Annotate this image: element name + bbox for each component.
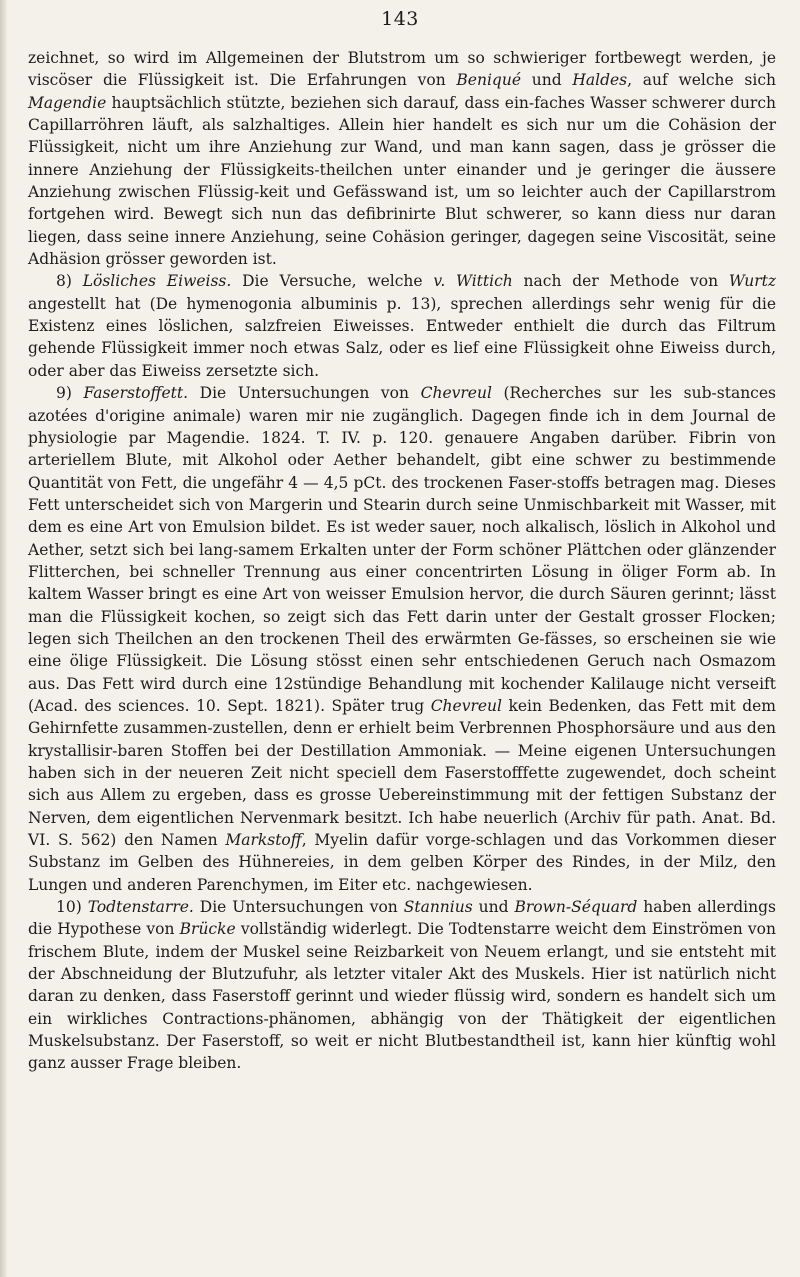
author-name: Haldes [572,71,628,90]
text-run: Die Untersuchungen von [193,898,404,917]
text-run: Die Untersuchungen von [188,384,421,403]
section-number: 10) [56,898,88,917]
section-number: 9) [56,384,84,403]
text-run: (Recherches sur les sub-stances azotées d'origine animale) waren mir nie zugänglich. Dagegen finde ich in dem Journal de physiologie par Magendie. 1824. T. IV. p. 120. genauere Angaben darüber. Fibrin von arteriellem Blute, mit Alkohol oder Aether behandelt, gibt eine schwer zu bestimmende Quantität von Fett, die ungefähr 4 — 4,5 pCt. des trockenen Faser-stoffs betragen mag. Dieses Fett unterscheidet sich von Margerin und Stearin durch seine Unmischbarkeit mit Wasser, mit dem es eine Art von Emulsion bildet. Es ist weder sauer, noch alkalisch, löslich in Alkohol und Aether, setzt sich bei lang-samem Erkalten unter der Form schöner Plättchen oder glänzender Flitterchen, bei schneller Trennung aus einer concentrirten Lösung in öliger Form ab. In kaltem Wasser bringt es eine Art von weisser Emulsion hervor, die durch Säuren gerinnt; lässt man die Flüssigkeit kochen, so zeigt sich das Fett darin unter der Gestalt grosser Flocken; legen sich Theilchen an den trockenen Theil des erwärmten Ge-fässes, so erscheinen sie wie eine ölige Flüssigkeit. Die Lösung stösst einen sehr entschiedenen Geruch nach Osmazom aus. Das Fett wird durch eine 12stündige Behandlung mit kochender Kalilauge nicht verseift (Acad. des sciences. 10. Sept. 1821). Später trug [28,384,776,715]
paragraph-soluble-albumin [28,270,776,382]
text-run: angestellt hat (De hymenogonia albuminis p. 13), sprechen allerdings sehr wenig für die Existenz eines löslichen, salzfreien Eiweisses. Entweder enthielt die durch das Filtrum gehende Flüssigkeit immer noch etwas Salz, oder es lief eine Flüssigkeit ohne Eiweiss durch, oder aber das Eiweiss zersetzte sich. [28,294,776,380]
author-name: v. Wittich [433,272,513,291]
author-name: Brücke [179,920,236,939]
text-run: und [521,71,573,90]
body-text [28,47,776,1075]
author-name: Wurtz [728,272,777,291]
section-number: 8) [56,272,83,291]
text-run: , Myelin dafür vorge-schlagen und das Vorkommen dieser Substanz im Gelben des Hühnereies, in dem gelben Körper des Rindes, in der Milz, den Lungen und anderen Parenchymen, im Eiter etc. nachgewiesen. [28,831,776,894]
author-name: Stannius [403,898,473,917]
text-run: , auf welche sich [627,71,776,90]
author-name: Brown-Séquard [514,898,638,917]
text-run: haben allerdings die Hypothese von [28,898,776,939]
text-run: vollständig widerlegt. Die Todtenstarre weicht dem Einströmen von frischem Blute, indem der Muskel seine Reizbarkeit von Neuem erlangt, und sie entsteht mit der Abschneidung der Blutzufuhr, als letzter vitaler Akt des Muskels. Hier ist natürlich nicht daran zu denken, dass Faserstoff gerinnt und wieder flüssig wird, sondern es handelt sich um ein wirkliches Contractions-phänomen, abhängig von der Thätigkeit der eigentlichen Muskelsubstanz. Der Faserstoff, so weit er nicht Blutbestandtheil ist, kann hier künftig wohl ganz ausser Frage bleiben. [28,920,776,1073]
author-name: Magendie [28,93,107,112]
text-run: und [472,898,515,917]
scan-edge [0,0,7,1277]
page-number: 143 [381,8,419,30]
section-heading: Faserstoffett. [83,384,189,403]
text-run: Die Versuche, welche [231,272,434,291]
section-heading: Todtenstarre. [87,898,194,917]
author-name: Beniqué [456,71,522,90]
paragraph-rigor-mortis [28,896,776,1075]
section-heading: Lösliches Eiweiss. [82,272,232,291]
paragraph-blood-viscosity [28,47,776,270]
text-run: hauptsächlich stützte, beziehen sich darauf, dass ein-faches Wasser schwerer durch Capillarröhren läuft, als salzhaltiges. Allein hier handelt es sich nur um die Cohäsion der Flüssigkeit, nicht um ihre Anziehung zur Wand, und man kann sagen, dass je grösser die innere Anziehung der Flüssigkeits-theilchen unter einander und je geringer die äussere Anziehung zwischen Flüssig-keit und Gefässwand ist, um so leichter auch der Capillarstrom fortgehen wird. Bewegt sich nun das defibrinirte Blut schwerer, so kann diess nur daran liegen, dass seine innere Anziehung, seine Cohäsion geringer, dagegen seine Viscosität, seine Adhäsion grösser geworden ist. [28,93,776,269]
term-name: Markstoff [225,831,302,850]
text-run: kein Bedenken, das Fett mit dem Gehirnfette zusammen-zustellen, denn er erhielt beim Verbrennen Phosphorsäure und aus den krystallisir-baren Stoffen bei der Destillation Ammoniak. — Meine eigenen Untersuchungen haben sich in der neueren Zeit nicht speciell dem Faserstofffette zugewendet, doch scheint sich aus Allem zu ergeben, dass es grosse Uebereinstimmung mit der fettigen Substanz der Nerven, dem eigentlichen Nervenmark besitzt. Ich habe neuerlich (Archiv für path. Anat. Bd. VI. S. 562) den Namen [28,696,776,850]
author-name: Chevreul [420,384,492,403]
text-run: nach der Methode von [512,272,729,291]
paragraph-fibrin-fat [28,382,776,896]
author-name: Chevreul [430,696,502,715]
text-run: zeichnet, so wird im Allgemeinen der Blutstrom um so schwieriger fortbewegt werden, je viscöser die Flüssigkeit ist. Die Erfahrungen von [28,49,776,90]
